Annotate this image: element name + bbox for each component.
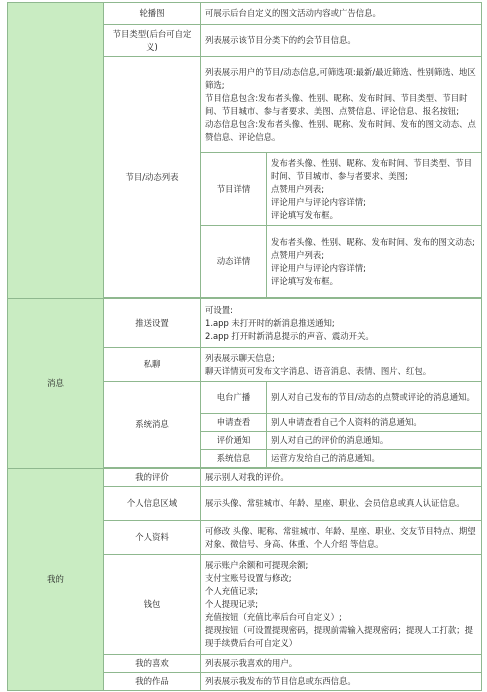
desc-program-type: 列表展示该节目分类下的约会节目信息。 [201, 25, 482, 57]
desc-profile-area: 展示头像、常驻城市、年龄、星座、职业、会员信息或真人认证信息。 [201, 487, 482, 521]
feature-carousel: 轮播图 [104, 3, 201, 25]
desc-my-likes: 列表展示我喜欢的用户。 [201, 655, 482, 673]
desc-moment-detail: 发布者头像、性别、昵称、发布时间、发布的图文动态; 点赞用户列表; 评论用户与评论内容详情; 评论填写发布框。 [267, 226, 482, 298]
feature-private-chat: 私聊 [104, 348, 201, 382]
sub-moment-detail: 动态详情 [201, 226, 267, 298]
desc-system-info: 运营方发给自己的消息通知。 [267, 450, 482, 468]
sub-view-request: 申请查看 [201, 414, 267, 432]
desc-carousel: 可展示后台自定义的图文活动内容或广告信息。 [201, 3, 482, 25]
desc-program-detail: 发布者头像、性别、昵称、发布时间、节目类型、节目时间、节目城市、参与者要求、美图; 点赞用户列表; 评论用户与评论内容详情; 评论填写发布框。 [267, 153, 482, 226]
feature-my-reviews: 我的评价 [104, 469, 201, 487]
desc-radio-broadcast: 别人对自己发布的节目/动态的点赞或评论的消息通知。 [267, 382, 482, 414]
desc-view-request: 别人申请查看自己个人资料的消息通知。 [267, 414, 482, 432]
feature-profile-area: 个人信息区域 [104, 487, 201, 521]
sub-review-notice: 评价通知 [201, 432, 267, 450]
desc-wallet: 展示账户余额和可提现余额; 支付宝账号设置与修改; 个人充值记录; 个人提现记录; 充值按钮（充值比率后台可自定义）; 提现按钮（可设置提现密码，提现前需输入提现密码；提现人工打款；提现手续费后台可自定义） [201, 555, 482, 655]
feature-push-settings: 推送设置 [104, 299, 201, 348]
desc-review-notice: 别人对自己的评价的消息通知。 [267, 432, 482, 450]
sub-program-detail: 节目详情 [201, 153, 267, 226]
desc-my-reviews: 展示别人对我的评价。 [201, 469, 482, 487]
module-message: 消息 [8, 299, 104, 469]
feature-program-type: 节目类型(后台可自定义) [104, 25, 201, 57]
desc-personal-info: 可修改 头像、昵称、常驻城市、年龄、星座、职业、交友节目特点、期望对象、微信号、身高、体重、个人介绍 等信息。 [201, 521, 482, 555]
sub-radio-broadcast: 电台广播 [201, 382, 267, 414]
desc-program-list: 列表展示用户的节目/动态信息,可筛选项:最新/最近筛选、性别筛选、地区筛选; 节目信息包含:发布者头像、性别、昵称、发布时间、节目类型、节目时间、节目城市、参与者要求、美图、点赞信息、评论信息、报名按钮; 动态信息包含:发布者头像、性别、昵称、发布时间、发布的图文动态、点赞信息、评论信息。 [201, 57, 482, 153]
feature-personal-info: 个人资料 [104, 521, 201, 555]
feature-system-messages: 系统消息 [104, 382, 201, 468]
desc-push-settings: 可设置: 1.app 未打开时的新消息推送通知; 2.app 打开时新消息提示的声音、震动开关。 [201, 299, 482, 348]
sub-system-info: 系统信息 [201, 450, 267, 468]
desc-my-works: 列表展示我发布的节目信息或东西信息。 [201, 673, 482, 691]
feature-program-list: 节目/动态列表 [104, 57, 201, 298]
desc-private-chat: 列表展示聊天信息; 聊天详情页可发布文字消息、语音消息、表情、图片、红包。 [201, 348, 482, 382]
feature-my-works: 我的作品 [104, 673, 201, 691]
feature-wallet: 钱包 [104, 555, 201, 655]
module-cell-home [8, 3, 104, 299]
module-mine: 我的 [8, 469, 104, 691]
feature-spec-table [7, 2, 482, 691]
feature-my-likes: 我的喜欢 [104, 655, 201, 673]
